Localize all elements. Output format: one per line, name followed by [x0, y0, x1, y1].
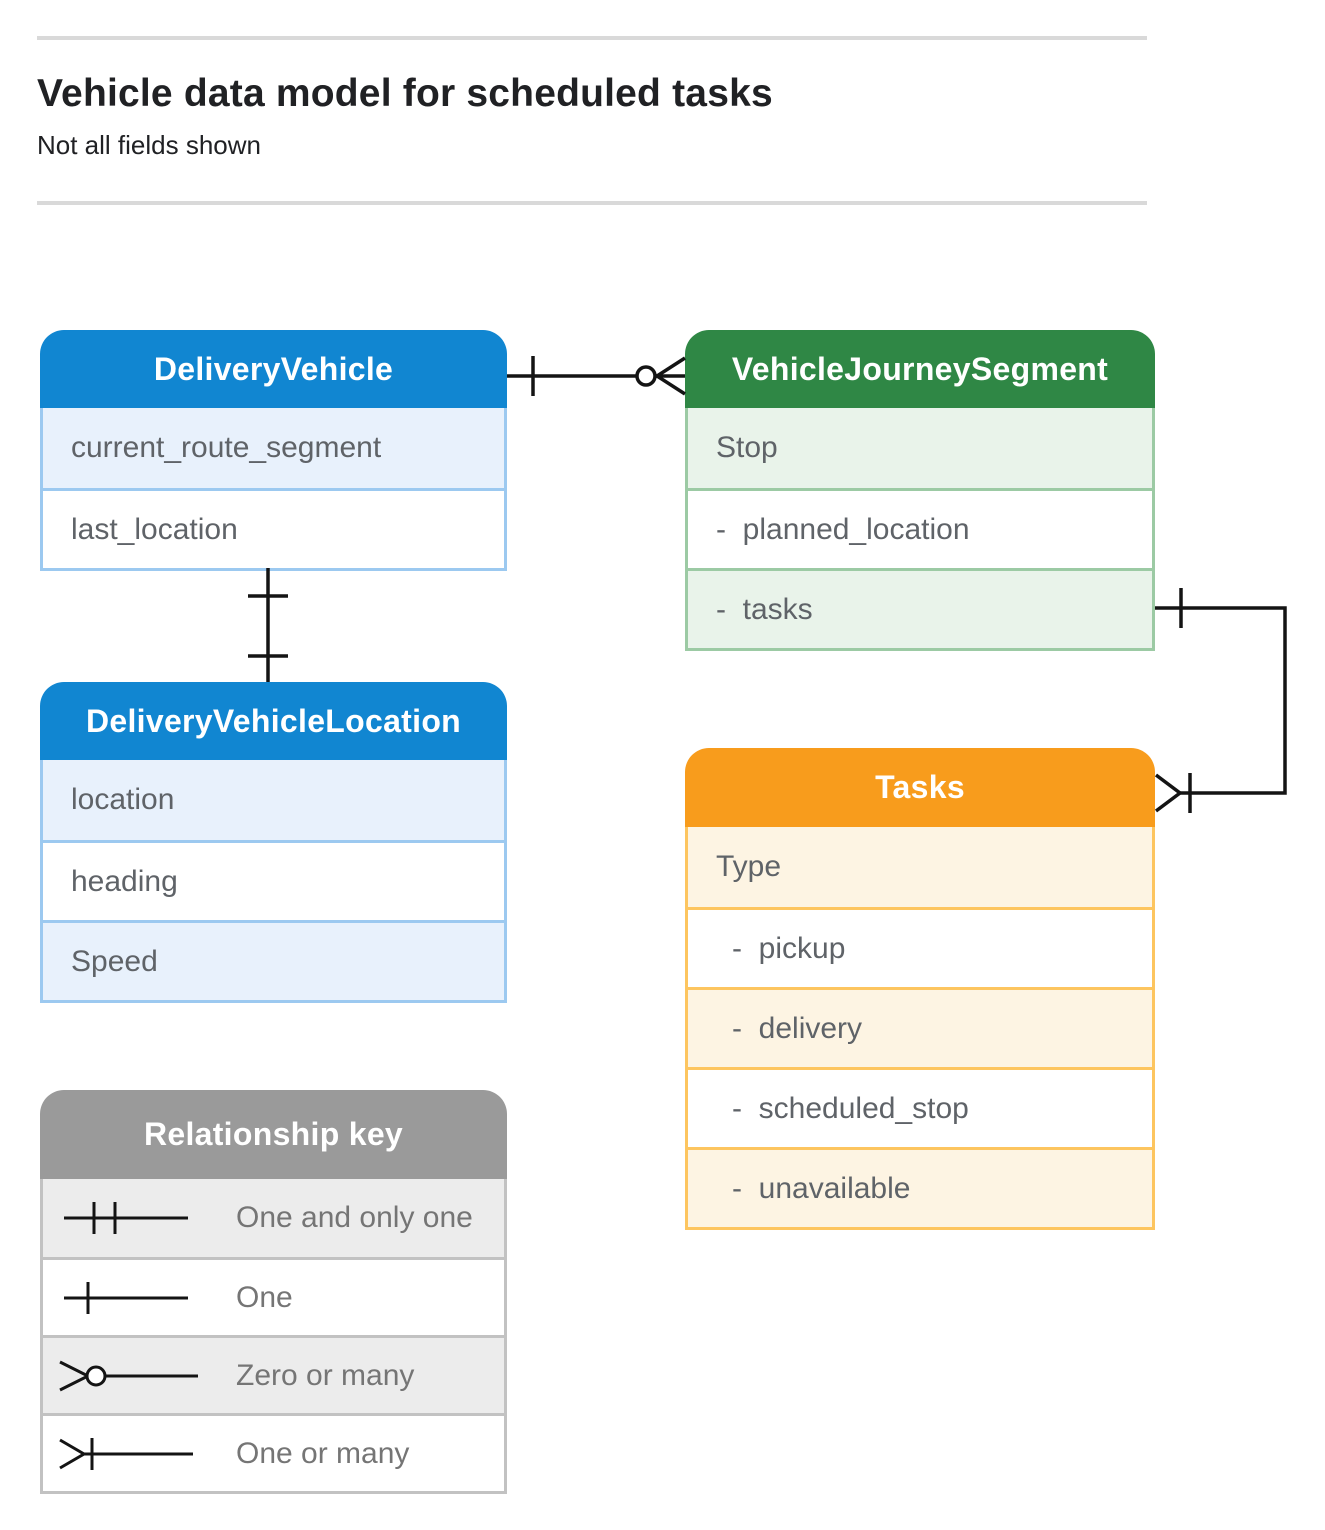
connector-vehiclejourneysegment-tasks-to-tasks	[1155, 588, 1285, 813]
field-row-speed: Speed	[43, 920, 504, 1000]
one-and-only-one-icon	[58, 1196, 203, 1240]
top-divider	[37, 36, 1147, 40]
key-row-zero-or-many: Zero or many	[43, 1335, 504, 1413]
field-row-delivery: - delivery	[688, 987, 1152, 1067]
key-row-one: One	[43, 1257, 504, 1335]
one-or-many-icon	[58, 1432, 203, 1476]
entity-delivery-vehicle	[40, 330, 507, 571]
field-row-current-route-segment: current_route_segment	[43, 408, 504, 488]
relationship-key-title: Relationship key	[40, 1090, 507, 1179]
field-row-unavailable: - unavailable	[688, 1147, 1152, 1227]
crows-foot-icon	[657, 358, 685, 394]
field-row-pickup: - pickup	[688, 907, 1152, 987]
field-row-planned-location: - planned_location	[688, 488, 1152, 568]
field-row-tasks: - tasks	[688, 568, 1152, 648]
connector-deliveryvehicle-to-vehiclejourneysegment	[507, 356, 685, 396]
entity-tasks-title: Tasks	[685, 748, 1155, 827]
crows-foot-icon	[1156, 775, 1180, 811]
entity-tasks	[685, 748, 1155, 1230]
field-row-type: Type	[688, 827, 1152, 907]
entity-delivery-vehicle-location-title: DeliveryVehicleLocation	[40, 682, 507, 760]
field-row-scheduled-stop: - scheduled_stop	[688, 1067, 1152, 1147]
connector-deliveryvehicle-to-deliveryvehiclelocation	[248, 568, 288, 682]
entity-delivery-vehicle-location	[40, 682, 507, 1003]
field-row-location: location	[43, 760, 504, 840]
key-row-one-and-only-one: One and only one	[43, 1179, 504, 1257]
zero-or-many-icon	[58, 1354, 203, 1398]
field-row-stop: Stop	[688, 408, 1152, 488]
field-row-heading: heading	[43, 840, 504, 920]
entity-vehicle-journey-segment-title: VehicleJourneySegment	[685, 330, 1155, 408]
zero-circle-icon	[637, 367, 655, 385]
page-title: Vehicle data model for scheduled tasks	[37, 72, 773, 115]
one-icon	[58, 1276, 203, 1320]
field-row-last-location: last_location	[43, 488, 504, 568]
title-divider	[37, 201, 1147, 205]
entity-vehicle-journey-segment	[685, 330, 1155, 651]
entity-delivery-vehicle-title: DeliveryVehicle	[40, 330, 507, 408]
page-subtitle: Not all fields shown	[37, 130, 261, 160]
relationship-key	[40, 1090, 507, 1494]
key-row-one-or-many: One or many	[43, 1413, 504, 1491]
